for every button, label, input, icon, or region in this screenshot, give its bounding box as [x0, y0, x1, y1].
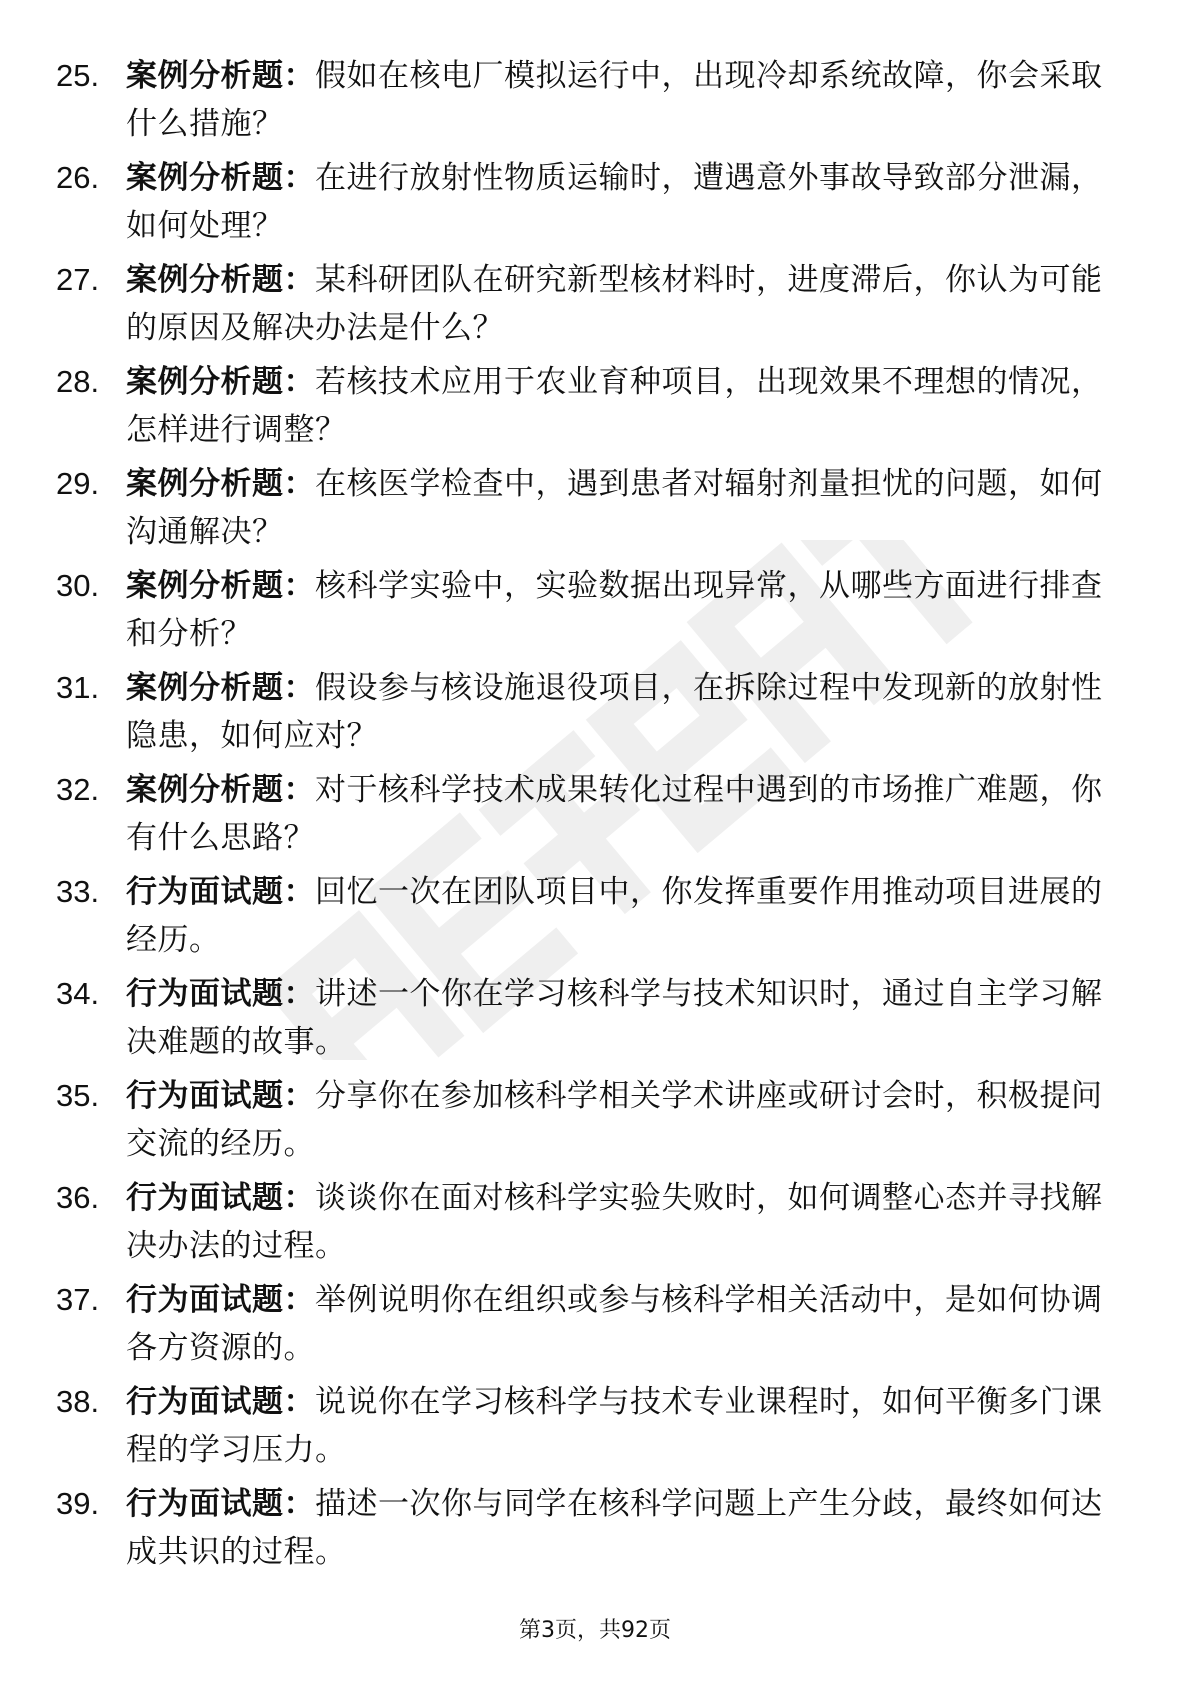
question-number: 38. [56, 1384, 100, 1419]
question-category: 行为面试题： [126, 1180, 315, 1216]
question-category: 案例分析题： [126, 772, 315, 808]
question-body: 假如在核电厂模拟运行中，出现冷却系统故障，你会采取什么措施？ [126, 58, 1103, 142]
question-number: 28. [56, 364, 100, 399]
page-number-label: 第3页，共92页 [519, 1618, 671, 1643]
question-body: 分享你在参加核科学相关学术讲座或研讨会时，积极提问交流的经历。 [126, 1078, 1103, 1162]
question-text [126, 970, 1106, 1066]
question-category: 行为面试题： [126, 1384, 315, 1420]
question-category: 行为面试题： [126, 1486, 315, 1522]
list-item [0, 1072, 1190, 1174]
question-number: 26. [56, 160, 100, 195]
list-item [0, 256, 1190, 358]
question-body: 描述一次你与同学在核科学问题上产生分歧，最终如何达成共识的过程。 [126, 1486, 1103, 1570]
question-number: 30. [56, 568, 100, 603]
question-category: 案例分析题： [126, 568, 315, 604]
list-item [0, 1378, 1190, 1480]
list-item [0, 154, 1190, 256]
question-body: 某科研团队在研究新型核材料时，进度滞后，你认为可能的原因及解决办法是什么？ [126, 262, 1103, 346]
question-text [126, 256, 1106, 352]
question-body: 谈谈你在面对核科学实验失败时，如何调整心态并寻找解决办法的过程。 [126, 1180, 1103, 1264]
question-number: 34. [56, 976, 100, 1011]
list-item [0, 664, 1190, 766]
question-body: 核科学实验中，实验数据出现异常，从哪些方面进行排查和分析？ [126, 568, 1103, 652]
list-item [0, 562, 1190, 664]
question-text [126, 1480, 1106, 1576]
question-body: 假设参与核设施退役项目，在拆除过程中发现新的放射性隐患，如何应对？ [126, 670, 1103, 754]
question-body: 若核技术应用于农业育种项目，出现效果不理想的情况，怎样进行调整？ [126, 364, 1103, 448]
question-number: 27. [56, 262, 100, 297]
list-item [0, 1276, 1190, 1378]
question-list [0, 52, 1190, 1582]
question-body: 对于核科学技术成果转化过程中遇到的市场推广难题，你有什么思路？ [126, 772, 1103, 856]
question-number: 25. [56, 58, 100, 93]
list-item [0, 1480, 1190, 1582]
question-text [126, 52, 1106, 148]
question-number: 32. [56, 772, 100, 807]
page-footer [0, 1616, 1190, 1646]
list-item [0, 1174, 1190, 1276]
question-text [126, 664, 1106, 760]
list-item [0, 460, 1190, 562]
question-number: 33. [56, 874, 100, 909]
question-category: 案例分析题： [126, 262, 315, 298]
question-number: 37. [56, 1282, 100, 1317]
list-item [0, 970, 1190, 1072]
list-item [0, 52, 1190, 154]
question-number: 39. [56, 1486, 100, 1521]
question-category: 案例分析题： [126, 364, 315, 400]
question-text [126, 460, 1106, 556]
question-text [126, 1276, 1106, 1372]
question-category: 行为面试题： [126, 874, 315, 910]
question-number: 29. [56, 466, 100, 501]
list-item [0, 358, 1190, 460]
question-body: 说说你在学习核科学与技术专业课程时，如何平衡多门课程的学习压力。 [126, 1384, 1103, 1468]
question-text [126, 868, 1106, 964]
question-category: 案例分析题： [126, 58, 315, 94]
question-category: 案例分析题： [126, 670, 315, 706]
question-category: 行为面试题： [126, 1078, 315, 1114]
question-body: 讲述一个你在学习核科学与技术知识时，通过自主学习解决难题的故事。 [126, 976, 1103, 1060]
question-text [126, 562, 1106, 658]
question-body: 回忆一次在团队项目中，你发挥重要作用推动项目进展的经历。 [126, 874, 1103, 958]
question-category: 案例分析题： [126, 466, 315, 502]
question-text [126, 358, 1106, 454]
question-body: 在进行放射性物质运输时，遭遇意外事故导致部分泄漏，如何处理？ [126, 160, 1103, 244]
document-body [0, 52, 1190, 1582]
question-text [126, 1174, 1106, 1270]
question-category: 行为面试题： [126, 976, 315, 1012]
list-item [0, 868, 1190, 970]
question-text [126, 1378, 1106, 1474]
question-body: 举例说明你在组织或参与核科学相关活动中，是如何协调各方资源的。 [126, 1282, 1103, 1366]
question-text [126, 766, 1106, 862]
question-number: 36. [56, 1180, 100, 1215]
list-item [0, 766, 1190, 868]
question-text [126, 154, 1106, 250]
question-number: 31. [56, 670, 100, 705]
question-body: 在核医学检查中，遇到患者对辐射剂量担忧的问题，如何沟通解决？ [126, 466, 1103, 550]
question-text [126, 1072, 1106, 1168]
question-number: 35. [56, 1078, 100, 1113]
question-category: 行为面试题： [126, 1282, 315, 1318]
question-category: 案例分析题： [126, 160, 315, 196]
